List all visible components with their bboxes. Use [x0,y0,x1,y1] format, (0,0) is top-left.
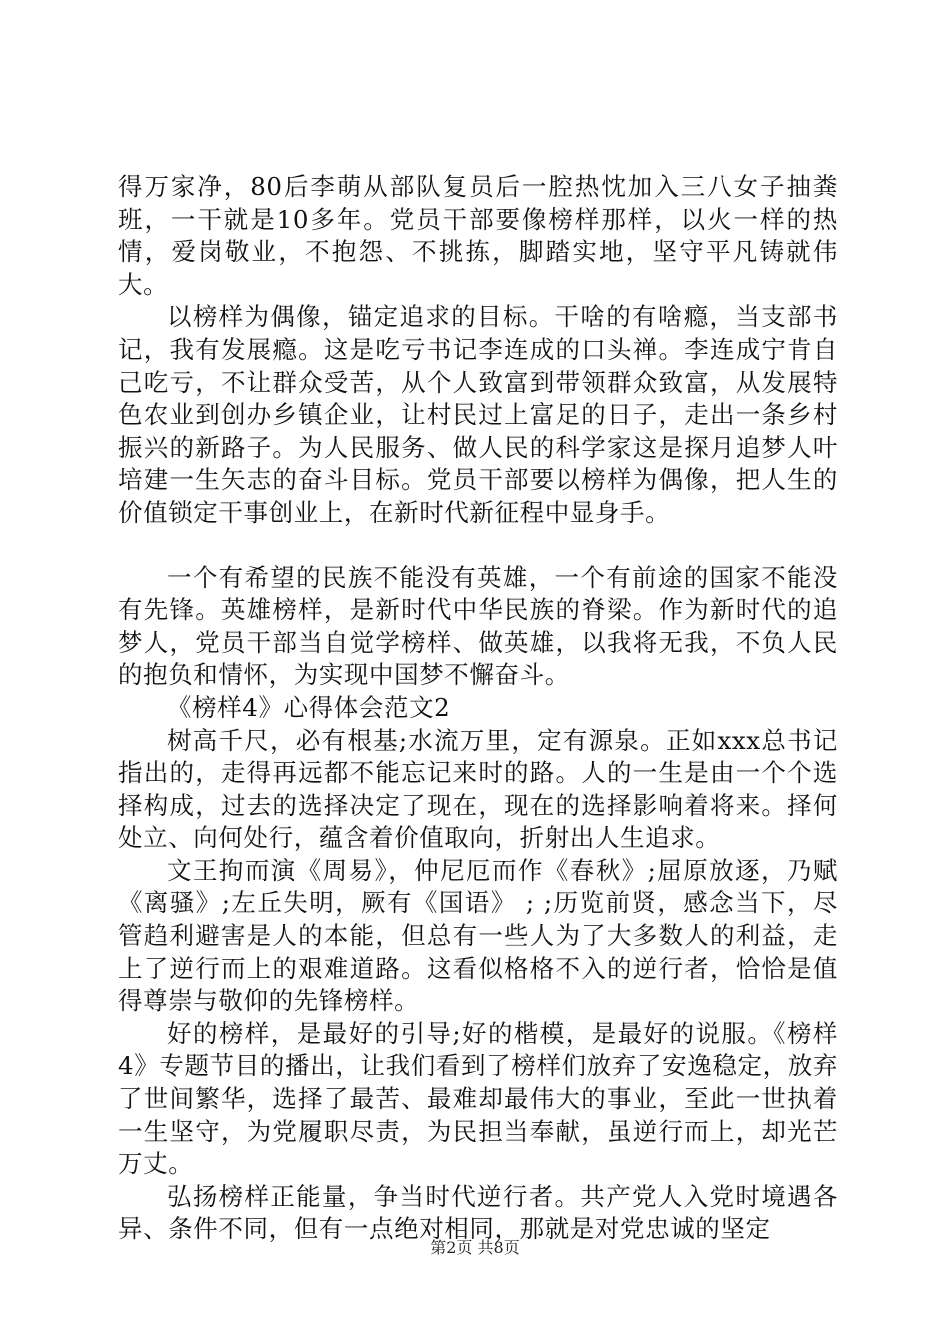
page-number-indicator: 第2页 共8页 [430,1238,520,1257]
paragraph: 弘扬榜样正能量，争当时代逆行者。共产党人入党时境遇各异、条件不同，但有一点绝对相同，那就是对党忠诚的坚定 [118,1181,838,1244]
paragraph: 树高千尺，必有根基;水流万里，定有源泉。正如xxx总书记指出的，走得再远都不能忘记来时的路。人的一生是由一个个选择构成，过去的选择决定了现在，现在的选择影响着将来。择何处立、向何处行，蕴含着价值取向，折射出人生追求。 [118,725,838,853]
section-heading: 《榜样4》心得体会范文2 [167,692,451,722]
paragraph-continued: 得万家净，80后李萌从部队复员后一腔热忱加入三八女子抽粪班，一干就是10多年。党员干部要像榜样那样，以火一样的热情，爱岗敬业，不抱怨、不挑拣，脚踏实地，坚守平凡铸就伟大。 [118,172,838,299]
page-footer [0,1237,950,1259]
paragraph: 好的榜样，是最好的引导;好的楷模，是最好的说服。《榜样4》专题节目的播出，让我们看到了榜样们放弃了安逸稳定，放弃了世间繁华，选择了最苦、最难却最伟大的事业，至此一世执着一生坚守，为党履职尽责，为民担当奉献，虽逆行而上，却光芒万丈。 [118,1018,838,1179]
document-body [118,171,838,1246]
paragraph: 以榜样为偶像，锚定追求的目标。干啥的有啥瘾，当支部书记，我有发展瘾。这是吃亏书记李连成的口头禅。李连成宁肯自己吃亏，不让群众受苦，从个人致富到带领群众致富，从发展特色农业到创办乡镇企业，让村民过上富足的日子，走出一条乡村振兴的新路子。为人民服务、做人民的科学家这是探月追梦人叶培建一生矢志的奋斗目标。党员干部要以榜样为偶像，把人生的价值锁定干事创业上，在新时代新征程中显身手。 [118,302,838,527]
paragraph: 一个有希望的民族不能没有英雄，一个有前途的国家不能没有先锋。英雄榜样，是新时代中华民族的脊梁。作为新时代的追梦人，党员干部当自觉学榜样、做英雄，以我将无我，不负人民的抱负和情怀，为实现中国梦不懈奋斗。 [118,562,838,690]
paragraph: 文王拘而演《周易》，仲尼厄而作《春秋》;屈原放逐，乃赋《离骚》;左丘失明，厥有《国语》 ; ;历览前贤，感念当下，尽管趋利避害是人的本能，但总有一些人为了大多数人的利益，走上了逆行而上的艰难道路。这看似格格不入的逆行者，恰恰是值得尊崇与敬仰的先锋榜样。 [118,855,838,1016]
